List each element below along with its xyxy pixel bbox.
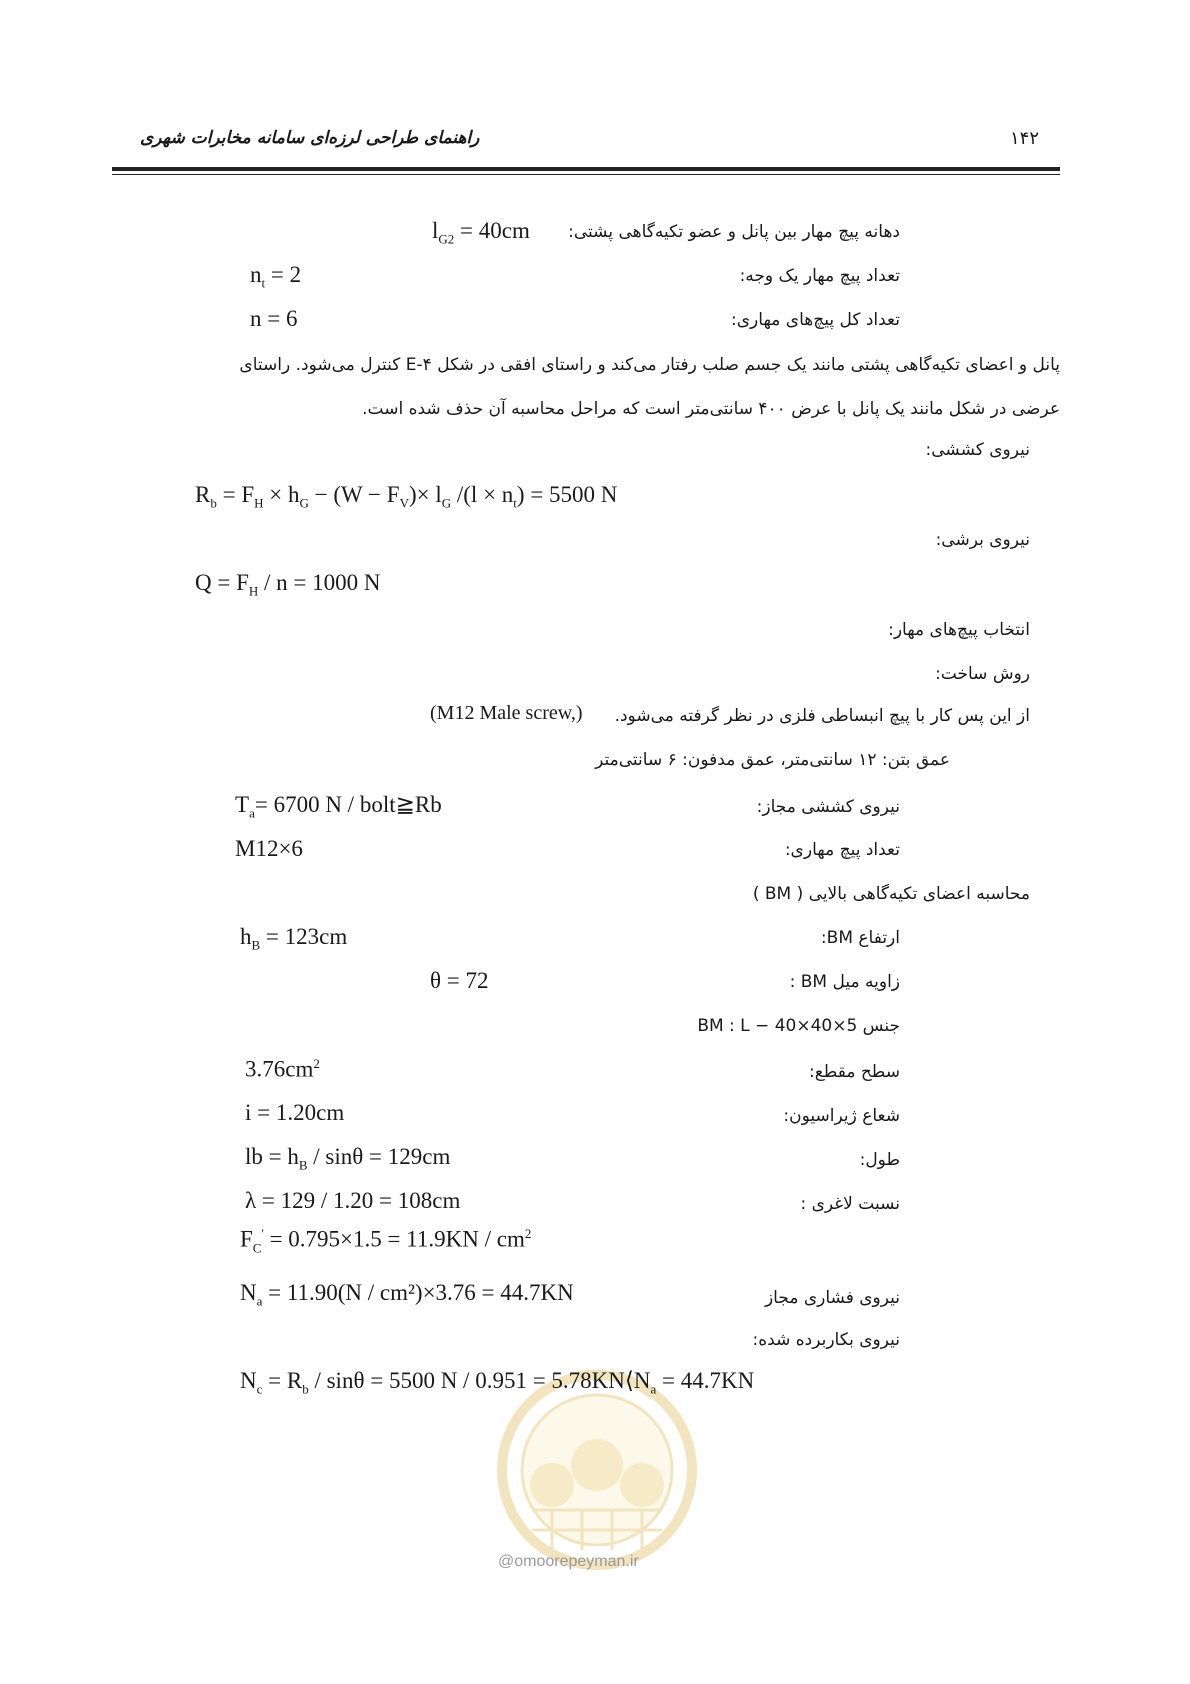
embed-depth-text: عمق بتن: ۱۲ سانتی‌متر، عمق مدفون: ۶ سانتی‌متر [595,750,950,770]
allowable-tension-label: نیروی کششی مجاز: [756,797,900,817]
anchor-count-label: تعداد پیچ مهاری: [784,840,900,860]
allowable-tension-equation: $T_a= 6700$ N / bolt≧Rb [235,792,442,821]
page-number: ۱۴۲ [1010,128,1040,149]
applied-force-label: نیروی بکاربرده شده: [752,1330,900,1350]
paragraph-line-2: عرضی در شکل مانند یک پانل با عرض ۴۰۰ سانتی‌متر است که مراحل محاسبه آن حذف شده است. [362,399,1060,419]
shear-force-label: نیروی برشی: [935,530,1030,550]
bm-angle-label: زاویه میل BM : [789,972,900,992]
slenderness-equation: λ = 129 / 1.20 = 108cm [245,1188,461,1213]
tension-force-formula: $R_b = F_H \times h_G - (W - F_V)\times l_G$ $/(l \times n_t) = 5500$ N [195,482,618,511]
watermark-site-text: @omoorepeyman.ir [498,1553,639,1570]
section-area-label: سطح مقطع: [809,1062,900,1082]
slenderness-label: نسبت لاغری : [800,1194,900,1214]
bm-height-label: ارتفاع BM: [820,928,900,948]
header-rule-thick [112,167,1060,171]
allowable-compression-equation: $N_a = 11.90(N / cm^2)\times 3.76 = 44.7KN$ [240,1280,574,1309]
running-header-title: راهنمای طراحی لرزه‌ای سامانه مخابرات شهری [140,128,480,148]
anchor-count-equation: M12×6 [235,836,303,861]
bm-material-label: جنس BM : L − 40×40×5 [697,1016,900,1036]
bolts-per-face-equation: $n_t = 2$ [250,262,302,291]
span-label: دهانه پیچ مهار بین پانل و عضو تکیه‌گاهی پشتی: [568,222,900,242]
allowable-compression-label: نیروی فشاری مجاز [764,1288,900,1308]
total-bolts-equation: n = 6 [250,306,298,331]
screw-model-text: (M12 Male screw,) [430,702,583,724]
member-length-label: طول: [859,1150,900,1170]
total-bolts-label: تعداد کل پیچ‌های مهاری: [731,310,900,330]
bm-angle-equation: θ = 72 [430,968,489,993]
paragraph-line-1: پانل و اعضای تکیه‌گاهی پشتی مانند یک جسم صلب رفتار می‌کند و راستای افقی در شکل E-۴ کنترل می‌شود. راستای [239,355,1060,375]
header-rule-thin [112,174,1060,175]
gyration-radius-label: شعاع ژیراسیون: [783,1106,900,1126]
tension-force-label: نیروی کششی: [925,440,1030,460]
bolts-per-face-label: تعداد پیچ مهار یک وجه: [739,266,900,286]
construction-method-label: روش ساخت: [935,664,1030,684]
gyration-radius-equation: i = 1.20cm [245,1100,345,1125]
anchor-selection-label: انتخاب پیچ‌های مهار: [888,620,1030,640]
section-area-equation: $3.76cm^2$ [245,1056,320,1082]
applied-force-equation: $N_c = R_b / \sin\theta = 5500$ $N / 0.951 = 5.78KN⟨N_a = 44.7KN$ [240,1368,755,1397]
bm-section-heading: محاسبه اعضای تکیه‌گاهی بالایی ( BM ) [752,884,1030,904]
member-length-equation: lb = $h_B / \sin\theta = 129cm$ [245,1144,451,1173]
fc-equation: $F_C' = 0.795\times 1.5 = 11.9KN / cm^2$ [240,1226,532,1256]
shear-force-formula: $Q = F_H / n = 1000$ N [195,570,381,599]
bm-height-equation: $h_B = 123cm$ [240,924,348,953]
screw-type-text: از این پس کار با پیچ انبساطی فلزی در نظر گرفته می‌شود. [614,706,1030,726]
span-equation: $l_{G2} = 40cm$ [432,218,530,247]
